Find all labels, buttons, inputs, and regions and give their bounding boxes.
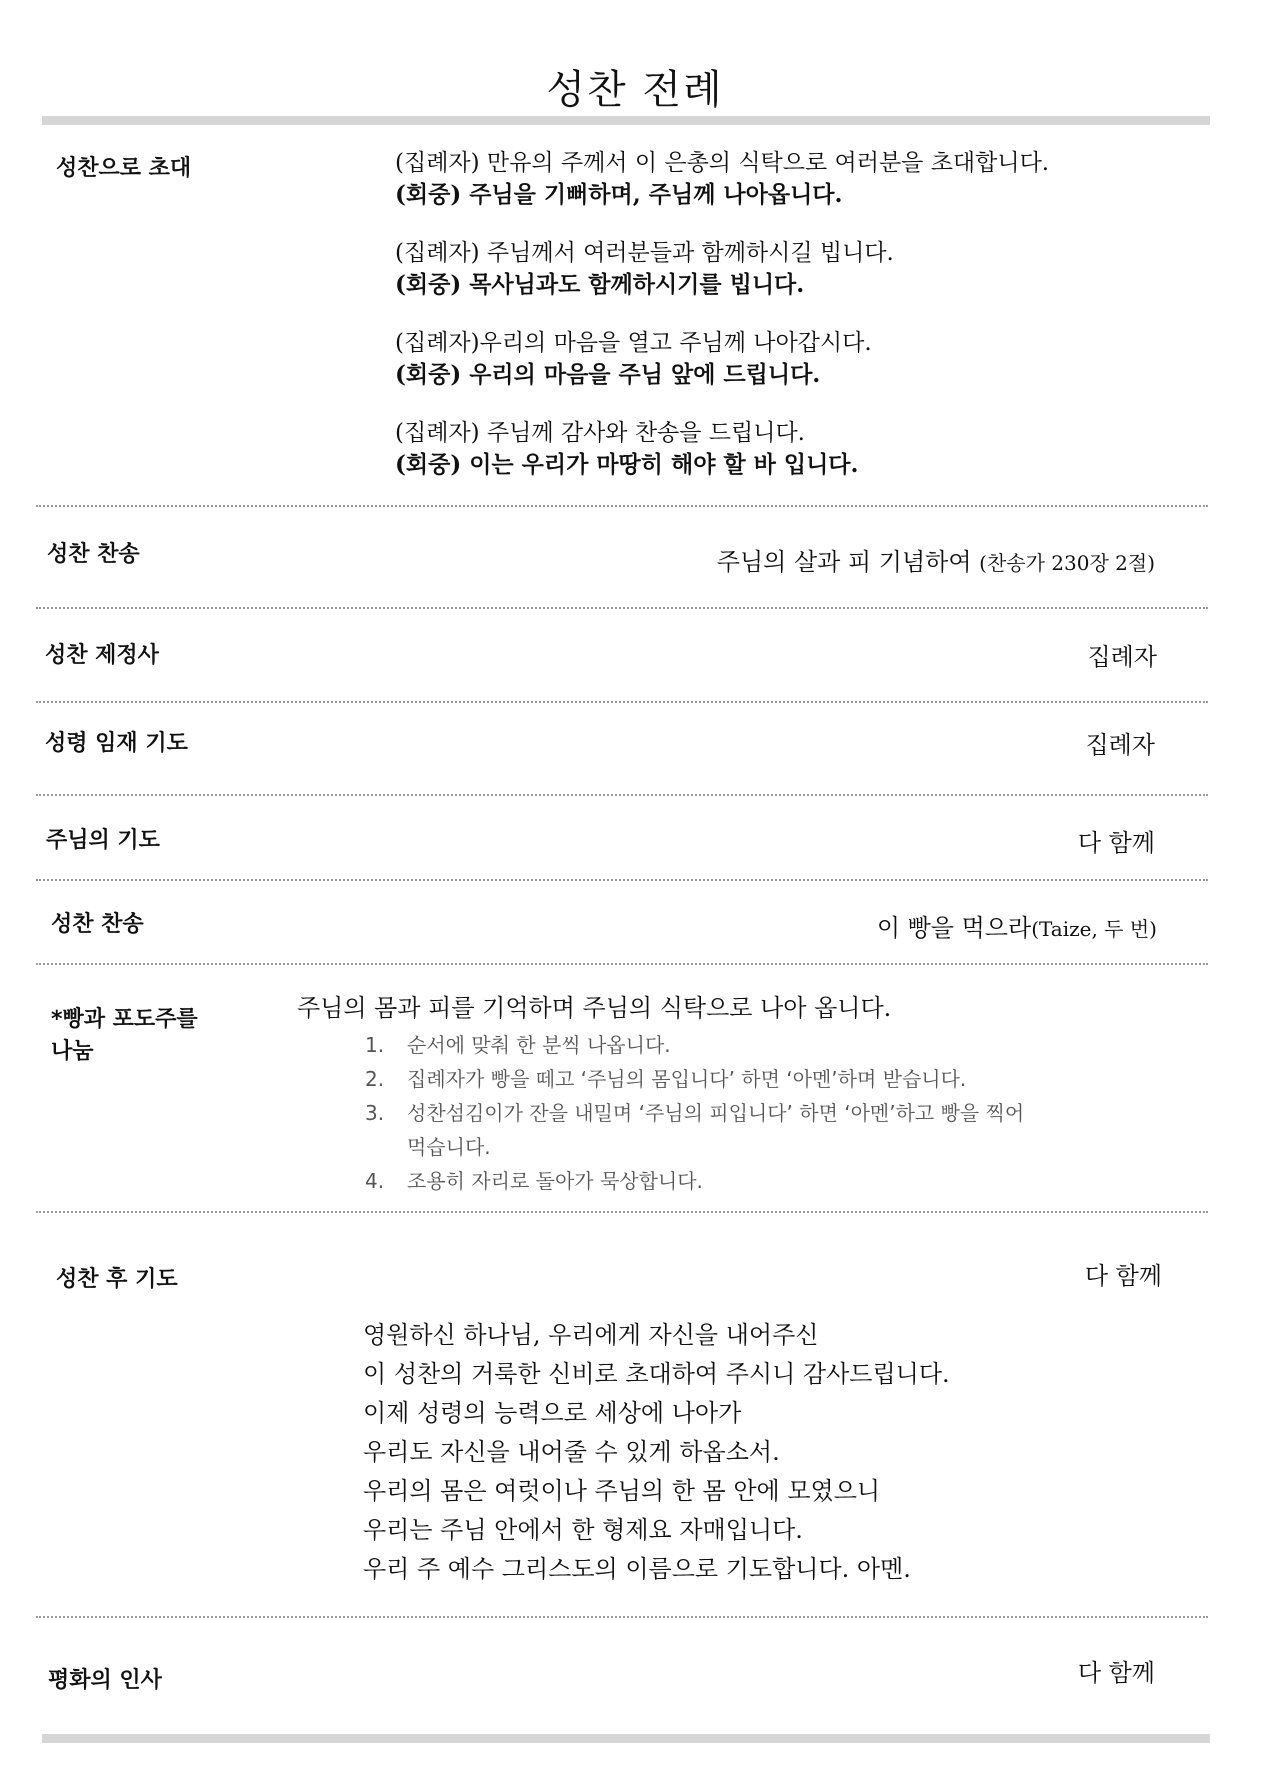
- people-line: (회중) 우리의 마음을 주님 앞에 드립니다.: [395, 361, 821, 388]
- hymn-reference: (찬송가 230장 2절): [979, 551, 1155, 575]
- divider: [36, 1211, 1208, 1213]
- list-item-continuation: 먹습니다.: [407, 1135, 491, 1159]
- divider: [36, 879, 1208, 881]
- leader-line: (집례자) 만유의 주께서 이 은총의 식탁으로 여러분을 초대합니다.: [395, 150, 1050, 176]
- sharing-steps: [365, 1028, 1024, 1198]
- divider: [36, 505, 1208, 507]
- divider: [36, 794, 1208, 796]
- institution-label: 성찬 제정사: [45, 643, 159, 668]
- list-item: 3. 성찬섬김이가 잔을 내밀며 ‘주님의 피입니다’ 하면 ‘아멘’하고 빵을 찍어: [365, 1101, 1025, 1125]
- people-line: (회중) 주님을 기뻐하며, 주님께 나아옵니다.: [395, 181, 843, 208]
- post-prayer-text: [363, 1316, 950, 1589]
- hymn-reference: (Taize, 두 번): [1031, 917, 1157, 941]
- divider: [36, 963, 1208, 965]
- list-item: 1. 순서에 맞춰 한 분씩 나옵니다.: [365, 1033, 671, 1057]
- exchange-2: [395, 238, 1049, 300]
- divider: [36, 1616, 1208, 1618]
- list-item: 4. 조용히 자리로 돌아가 묵상합니다.: [365, 1169, 703, 1193]
- hymn-label: 성찬 찬송: [51, 912, 144, 937]
- leader-line: (집례자) 주님께 감사와 찬송을 드립니다.: [395, 420, 805, 446]
- peace-label: 평화의 인사: [48, 1668, 162, 1693]
- sharing-intro: 주님의 몸과 피를 기억하며 주님의 식탁으로 나아 옵니다.: [297, 994, 892, 1022]
- prayer-line: 우리의 몸은 여럿이나 주님의 한 몸 안에 모였으니: [363, 1477, 881, 1505]
- exchange-3: [395, 328, 1049, 390]
- page-title: 성찬 전례: [546, 67, 724, 113]
- exchange-4: [395, 418, 1049, 480]
- bottom-divider-bar: [42, 1734, 1210, 1743]
- epiclesis-value: 집례자: [1085, 731, 1155, 759]
- leader-line: (집례자)우리의 마음을 열고 주님께 나아갑시다.: [395, 330, 872, 356]
- people-line: (회중) 목사님과도 함께하시기를 빕니다.: [395, 271, 805, 298]
- exchange-1: [395, 148, 1049, 210]
- institution-value: 집례자: [1087, 643, 1157, 671]
- prayer-line: 우리는 주님 안에서 한 형제요 자매입니다.: [363, 1516, 803, 1544]
- top-divider-bar: [42, 116, 1210, 125]
- prayer-line: 우리 주 예수 그리스도의 이름으로 기도합니다. 아멘.: [363, 1555, 911, 1583]
- sharing-label-line: 나눔: [51, 1039, 94, 1064]
- sharing-label-line: *빵과 포도주를: [51, 1007, 198, 1032]
- post-prayer-label: 성찬 후 기도: [56, 1267, 178, 1292]
- hymn-name: 이 빵을 먹으라: [876, 914, 1032, 942]
- lords-prayer-label: 주님의 기도: [46, 828, 160, 853]
- invitation-dialogue: [395, 148, 1049, 480]
- peace-value: 다 함께: [1077, 1659, 1155, 1687]
- epiclesis-label: 성령 임재 기도: [45, 731, 188, 756]
- post-prayer-value: 다 함께: [1084, 1262, 1162, 1290]
- hymn-title: [717, 542, 1155, 577]
- prayer-line: 우리도 자신을 내어줄 수 있게 하옵소서.: [363, 1438, 780, 1466]
- divider: [36, 607, 1208, 609]
- list-item: 2. 집례자가 빵을 떼고 ‘주님의 몸입니다’ 하면 ‘아멘’하며 받습니다.: [365, 1067, 967, 1091]
- hymn-label: 성찬 찬송: [47, 542, 140, 567]
- prayer-line: 이 성찬의 거룩한 신비로 초대하여 주시니 감사드립니다.: [363, 1360, 950, 1388]
- sharing-label: [51, 1004, 198, 1068]
- divider: [36, 701, 1208, 703]
- leader-line: (집례자) 주님께서 여러분들과 함께하시길 빕니다.: [395, 240, 894, 266]
- hymn-title: [877, 908, 1157, 943]
- invitation-label: 성찬으로 초대: [56, 156, 192, 181]
- prayer-line: 영원하신 하나님, 우리에게 자신을 내어주신: [363, 1321, 819, 1349]
- hymn-name: 주님의 살과 피 기념하여: [716, 548, 972, 576]
- lords-prayer-value: 다 함께: [1077, 829, 1155, 857]
- prayer-line: 이제 성령의 능력으로 세상에 나아가: [363, 1399, 742, 1427]
- people-line: (회중) 이는 우리가 마땅히 해야 할 바 입니다.: [395, 451, 859, 478]
